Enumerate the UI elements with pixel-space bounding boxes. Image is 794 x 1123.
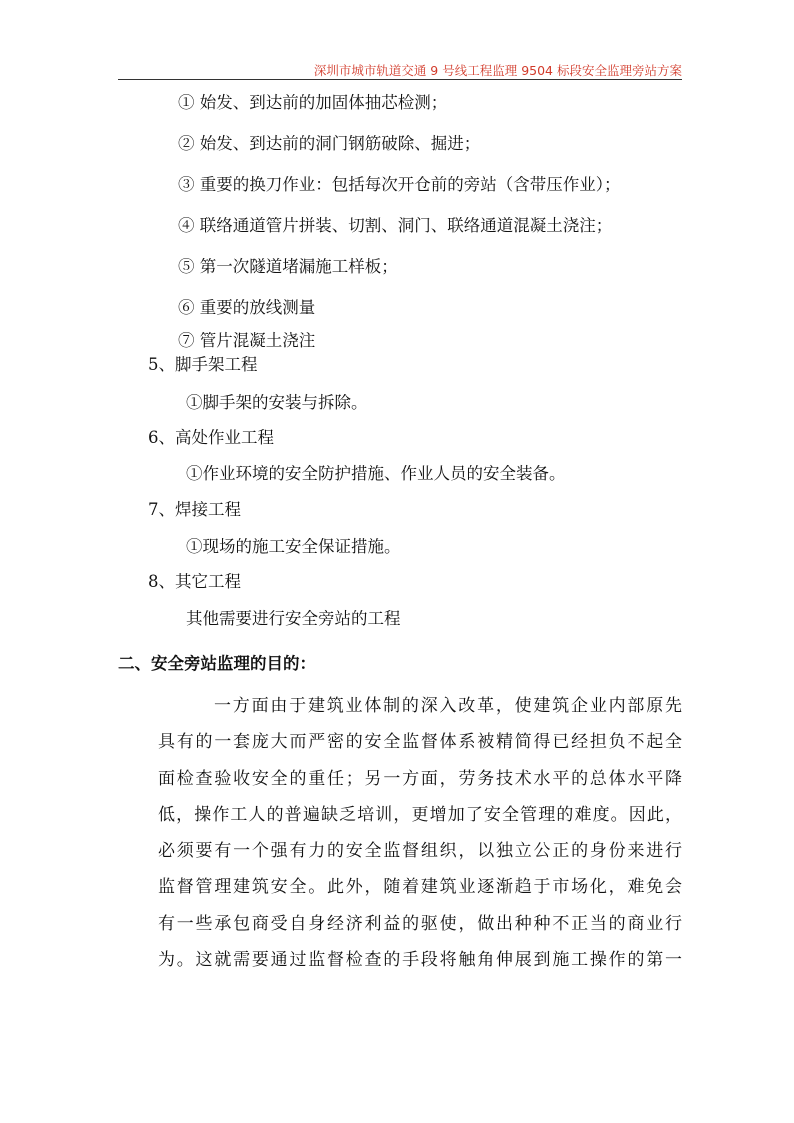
paragraph-line: 一方面由于建筑业体制的深入改革，使建筑企业内部原先	[214, 696, 682, 716]
section-item: ①作业环境的安全防护措施、作业人员的安全装备。	[186, 464, 566, 483]
paragraph-line: 有一些承包商受自身经济利益的驱使，做出种种不正当的商业行	[158, 913, 682, 934]
header-title: 深圳市城市轨道交通 9 号线工程监理 9504 标段安全监理旁站方案	[313, 63, 682, 78]
paragraph-line: 监督管理建筑安全。此外，随着建筑业逐渐趋于市场化，难免会	[158, 877, 682, 898]
section-title: 7、焊接工程	[148, 500, 241, 519]
list-item: ⑤ 第一次隧道堵漏施工样板；	[178, 257, 398, 276]
paragraph-line: 必须要有一个强有力的安全监督组织，以独立公正的身份来进行	[158, 841, 682, 862]
list-item: ② 始发、到达前的洞门钢筋破除、掘进；	[178, 134, 481, 153]
paragraph-line: 低，操作工人的普遍缺乏培训，更增加了安全管理的难度。因此，	[158, 804, 682, 825]
section-item: ①现场的施工安全保证措施。	[186, 537, 401, 556]
paragraph-line: 为。这就需要通过监督检查的手段将触角伸展到施工操作的第一	[158, 950, 682, 971]
section-title: 8、其它工程	[148, 572, 241, 591]
section-item: ①脚手架的安装与拆除。	[186, 393, 368, 412]
list-item: ③ 重要的换刀作业：包括每次开仓前的旁站（含带压作业）；	[178, 175, 621, 194]
list-item: ① 始发、到达前的加固体抽芯检测；	[178, 93, 448, 112]
paragraph-line: 面检查验收安全的重任；另一方面，劳务技术水平的总体水平降	[158, 768, 682, 789]
section-title: 5、脚手架工程	[148, 355, 258, 374]
paragraph-line: 具有的一套庞大而严密的安全监督体系被精简得已经担负不起全	[158, 732, 682, 753]
section-title: 6、高处作业工程	[148, 428, 274, 447]
purpose-paragraph	[158, 688, 682, 978]
section-item: 其他需要进行安全旁站的工程	[186, 609, 401, 628]
list-item: ⑥ 重要的放线测量	[178, 298, 316, 317]
page-header	[118, 58, 682, 80]
list-item: ④ 联络通道管片拼装、切割、洞门、联络通道混凝土浇注；	[178, 216, 613, 235]
section-heading: 二、安全旁站监理的目的：	[118, 654, 316, 673]
list-item: ⑦ 管片混凝土浇注	[178, 331, 316, 350]
